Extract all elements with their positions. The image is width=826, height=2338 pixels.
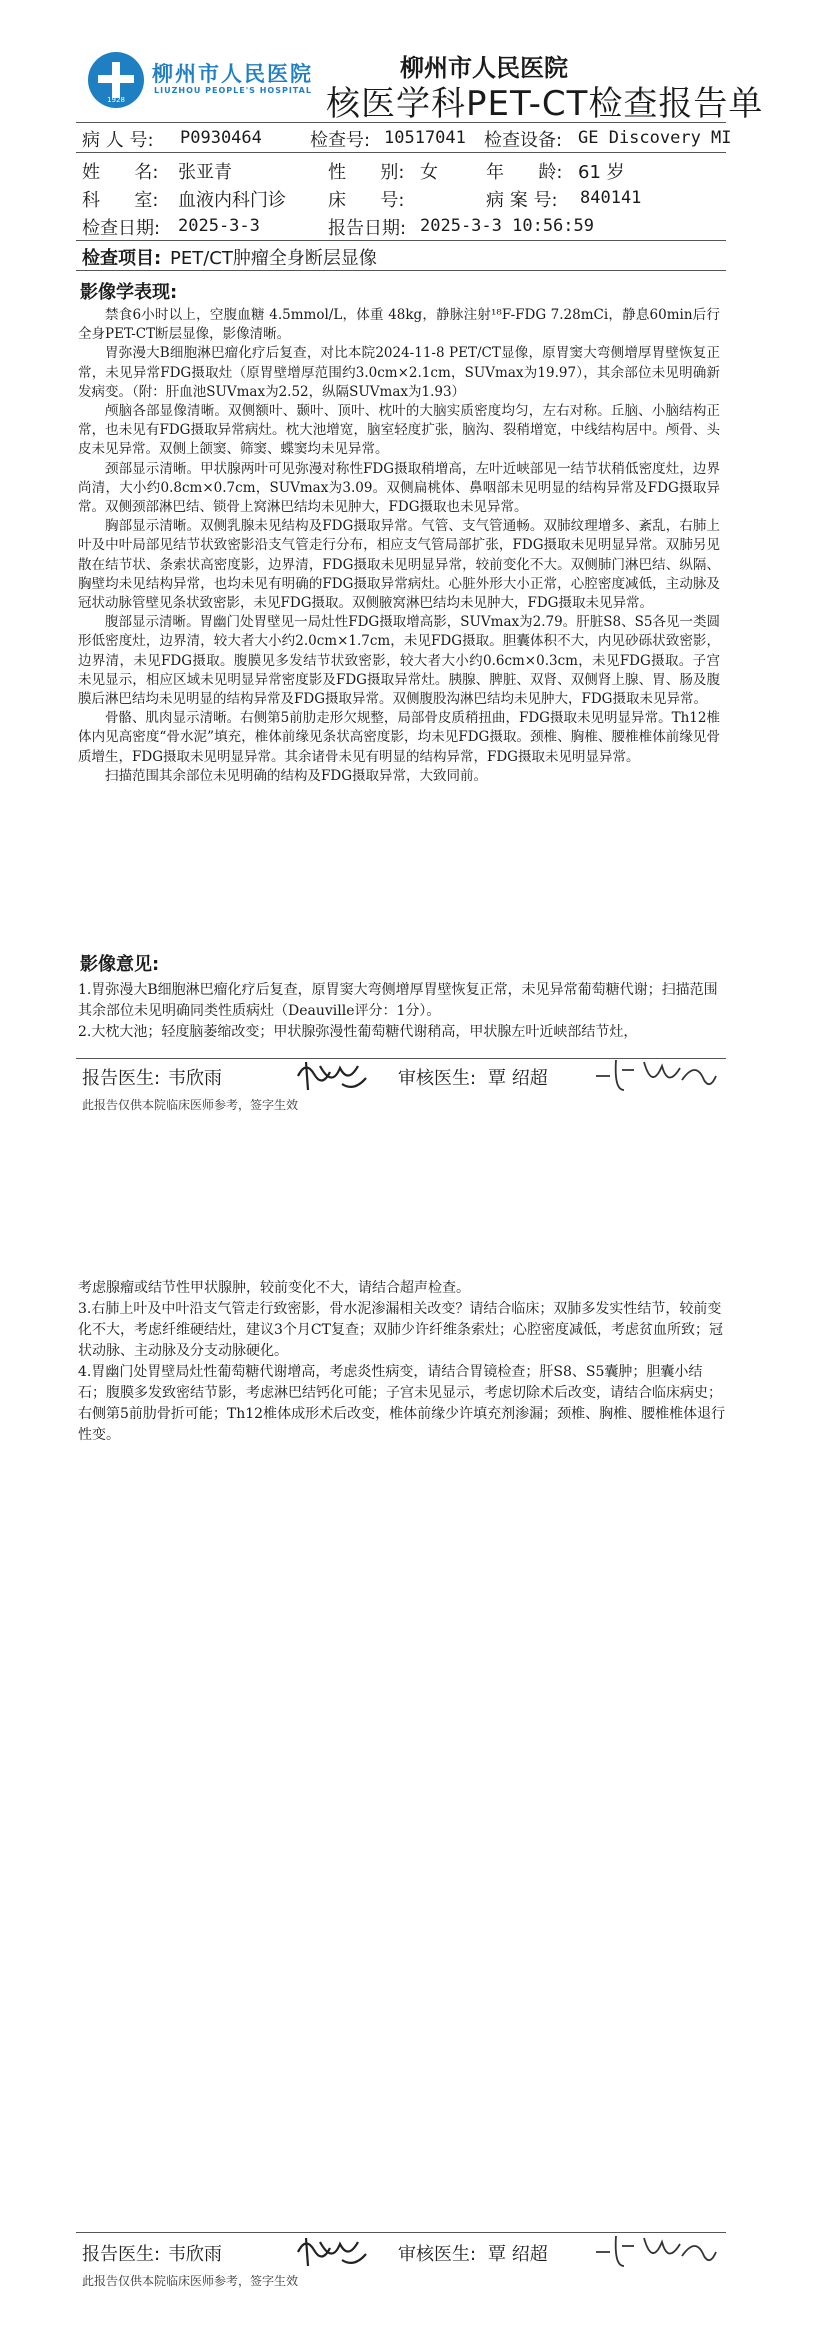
opinion-item: 考虑腺瘤或结节性甲状腺肿，较前变化不大，请结合超声检查。: [78, 1280, 470, 1296]
device-label: 检查设备:: [484, 130, 563, 151]
patient-name: 张亚青: [178, 162, 232, 183]
exam-no-label: 检查号:: [310, 130, 371, 151]
logo-name-en: LIUZHOU PEOPLE'S HOSPITAL: [154, 86, 312, 95]
footer-note: 此报告仅供本院临床医师参考，签字生效: [82, 1098, 299, 1112]
reporter-name: 韦欣雨: [168, 2244, 222, 2265]
findings-heading: 影像学表现:: [80, 282, 178, 303]
reporter-label: 报告医生:: [82, 2244, 161, 2265]
opinion-heading: 影像意见:: [80, 954, 160, 975]
opinion-item: 1.胃弥漫大B细胞淋巴瘤化疗后复查，原胃窦大弯侧增厚胃壁恢复正常，未见异常葡萄糖代谢；扫描范围其余部位未见明确同类性质病灶（Deauville评分：1分）。: [78, 982, 718, 1019]
findings-paragraph: 颅脑各部显像清晰。双侧额叶、颞叶、顶叶、枕叶的大脑实质密度均匀，左右对称。丘脑、小脑结构正常，也未见有FDG摄取异常病灶。枕大池增宽，脑室轻度扩张，脑沟、裂稍增宽，中线结构居中。颅骨、头皮未见异常。双侧上颌窦、筛窦、蝶窦均未见异常。: [78, 403, 720, 458]
device: GE Discovery MI: [578, 128, 732, 148]
opinion-item: 2.大枕大池；轻度脑萎缩改变；甲状腺弥漫性葡萄糖代谢稍高，甲状腺左叶近峡部结节灶，: [78, 1024, 638, 1040]
divider: [76, 270, 726, 271]
record-label: 病 案 号:: [486, 190, 558, 211]
opinion-item: 3.右肺上叶及中叶沿支气管走行致密影，骨水泥渗漏相关改变？请结合临床；双肺多发实性结节，较前变化不大，考虑纤维硬结灶，建议3个月CT复查；双肺少许纤维条索灶；心腔密度减低，考虑贫血所致；冠状动脉、主动脉及分支动脉硬化。: [78, 1301, 723, 1359]
sex: 女: [420, 162, 438, 183]
findings-paragraph: 胃弥漫大B细胞淋巴瘤化疗后复查，对比本院2024-11-8 PET/CT显像，原胃窦大弯侧增厚胃壁恢复正常，未见异常FDG摄取灶（原胃壁增厚范围约3.0cm×2.1cm，SUVmax为19.97），其余部位未见明确新发病变。（附：肝血池SUVmax为2.52，纵隔SUVmax为1.93）: [78, 345, 720, 400]
logo-cross-bar: [98, 75, 134, 83]
reporter-signature: [292, 1054, 372, 1098]
findings-paragraph: 腹部显示清晰。胃幽门处胃壁见一局灶性FDG摄取增高影，SUVmax为2.79。肝脏S8、S5各见一类圆形低密度灶，边界清，较大者大小约2.0cm×1.7cm，未见FDG摄取。胆囊体积不大，内见砂砾状致密影，边界清，未见FDG摄取。腹膜见多发结节状致密影，较大者大小约0.6cm×0.3cm，未见FDG摄取。子宫未见显示，相应区域未见明显异常密度影及FDG摄取异常灶。胰腺、脾脏、双肾、双侧肾上腺、胃、肠及腹膜后淋巴结均未见明显的结构异常及FDG摄取异常。双侧腹股沟淋巴结均未见肿大，FDG摄取未见异常。: [78, 614, 720, 708]
reporter-label: 报告医生:: [82, 1068, 161, 1089]
age: 61 岁: [578, 162, 625, 183]
logo-name-cn: 柳州市人民医院: [152, 62, 313, 86]
exam-no: 10517041: [384, 128, 466, 148]
findings-paragraph: 扫描范围其余部位未见明确的结构及FDG摄取异常，大致同前。: [105, 767, 487, 784]
patient-id: P0930464: [180, 128, 262, 148]
reviewer-label: 审核医生:: [398, 1068, 477, 1089]
findings-paragraph: 禁食6小时以上，空腹血糖 4.5mmol/L，体重 48kg，静脉注射¹⁸F-FDG 7.28mCi，静息60min后行全身PET-CT断层显像，影像清晰。: [78, 307, 720, 343]
findings-paragraph: 骨骼、肌肉显示清晰。右侧第5前肋走形欠规整，局部骨皮质稍扭曲，FDG摄取未见明显异常。Th12椎体内见高密度“骨水泥”填充，椎体前缘见条状高密度影，均未见FDG摄取。颈椎、胸椎、腰椎椎体前缘见骨质增生，FDG摄取未见明显异常。其余诸骨未见有明显的结构异常，FDG摄取未见明显异常。: [78, 710, 720, 765]
sex-label: 性 别:: [328, 162, 405, 183]
report-title: 核医学科PET-CT检查报告单: [326, 84, 764, 124]
reporter-name: 韦欣雨: [168, 1068, 222, 1089]
divider: [76, 152, 726, 153]
exam-item: PET/CT肿瘤全身断层显像: [170, 248, 377, 269]
exam-date: 2025-3-3: [178, 216, 260, 236]
footer-note: 此报告仅供本院临床医师参考，签字生效: [82, 2274, 299, 2288]
hospital-logo: [88, 52, 144, 108]
report-date: 2025-3-3 10:56:59: [420, 216, 594, 236]
record-no: 840141: [580, 188, 642, 208]
divider: [76, 122, 726, 123]
age-label: 年 龄:: [486, 162, 563, 183]
hospital-name: 柳州市人民医院: [400, 54, 568, 82]
name-label: 姓 名:: [82, 162, 159, 183]
findings-paragraph: 颈部显示清晰。甲状腺两叶可见弥漫对称性FDG摄取稍增高，左叶近峡部见一结节状稍低密度灶，边界尚清，大小约0.8cm×0.7cm，SUVmax为3.09。双侧扁桃体、鼻咽部未见明显的结构异常及FDG摄取异常。双侧颈部淋巴结、锁骨上窝淋巴结均未见肿大，FDG摄取也未见异常。: [78, 460, 720, 516]
report-date-label: 报告日期:: [328, 218, 407, 239]
findings-paragraph: 胸部显示清晰。双侧乳腺未见结构及FDG摄取异常。气管、支气管通畅。双肺纹理增多、紊乱，右肺上叶及中叶局部见结节状致密影沿支气管走行分布，相应支气管局部扩张，FDG摄取未见明显异常。双肺另见散在结节状、条索状高密度影，边界清，FDG摄取未见明显异常，较前变化不大。双侧肺门淋巴结、纵隔、胸壁均未见结构异常，也均未见有明确的FDG摄取异常病灶。心脏外形大小正常，心腔密度减低，主动脉及冠状动脉管壁见条状致密影，未见FDG摄取。双侧腋窝淋巴结均未见肿大，FDG摄取未见异常。: [78, 518, 720, 612]
logo-year: 1928: [107, 96, 125, 104]
exam-date-label: 检查日期:: [82, 218, 161, 239]
bed-label: 床 号:: [328, 190, 405, 211]
reviewer-signature: [592, 1050, 720, 1100]
dept-label: 科 室:: [82, 190, 159, 211]
reviewer-label: 审核医生:: [398, 2244, 477, 2265]
reviewer-signature: [592, 2226, 720, 2276]
dept: 血液内科门诊: [178, 190, 286, 211]
reporter-signature: [292, 2230, 372, 2274]
opinion-item: 4.胃幽门处胃壁局灶性葡萄糖代谢增高，考虑炎性病变，请结合胃镜检查；肝S8、S5囊肿；胆囊小结石；腹膜多发致密结节影，考虑淋巴结钙化可能；子宫未见显示，考虑切除术后改变，请结合临床病史；右侧第5前肋骨折可能；Th12椎体成形术后改变，椎体前缘少许填充剂渗漏；颈椎、胸椎、腰椎椎体退行性变。: [78, 1364, 726, 1443]
patient-id-label: 病 人 号:: [82, 130, 154, 151]
reviewer-name: 覃 绍超: [488, 1068, 548, 1089]
opinion-body-part1: [78, 980, 728, 1043]
exam-item-label: 检查项目:: [82, 248, 162, 269]
opinion-body-part2: [78, 1278, 728, 1446]
divider: [76, 240, 726, 241]
reviewer-name: 覃 绍超: [488, 2244, 548, 2265]
findings-body: [78, 306, 720, 786]
